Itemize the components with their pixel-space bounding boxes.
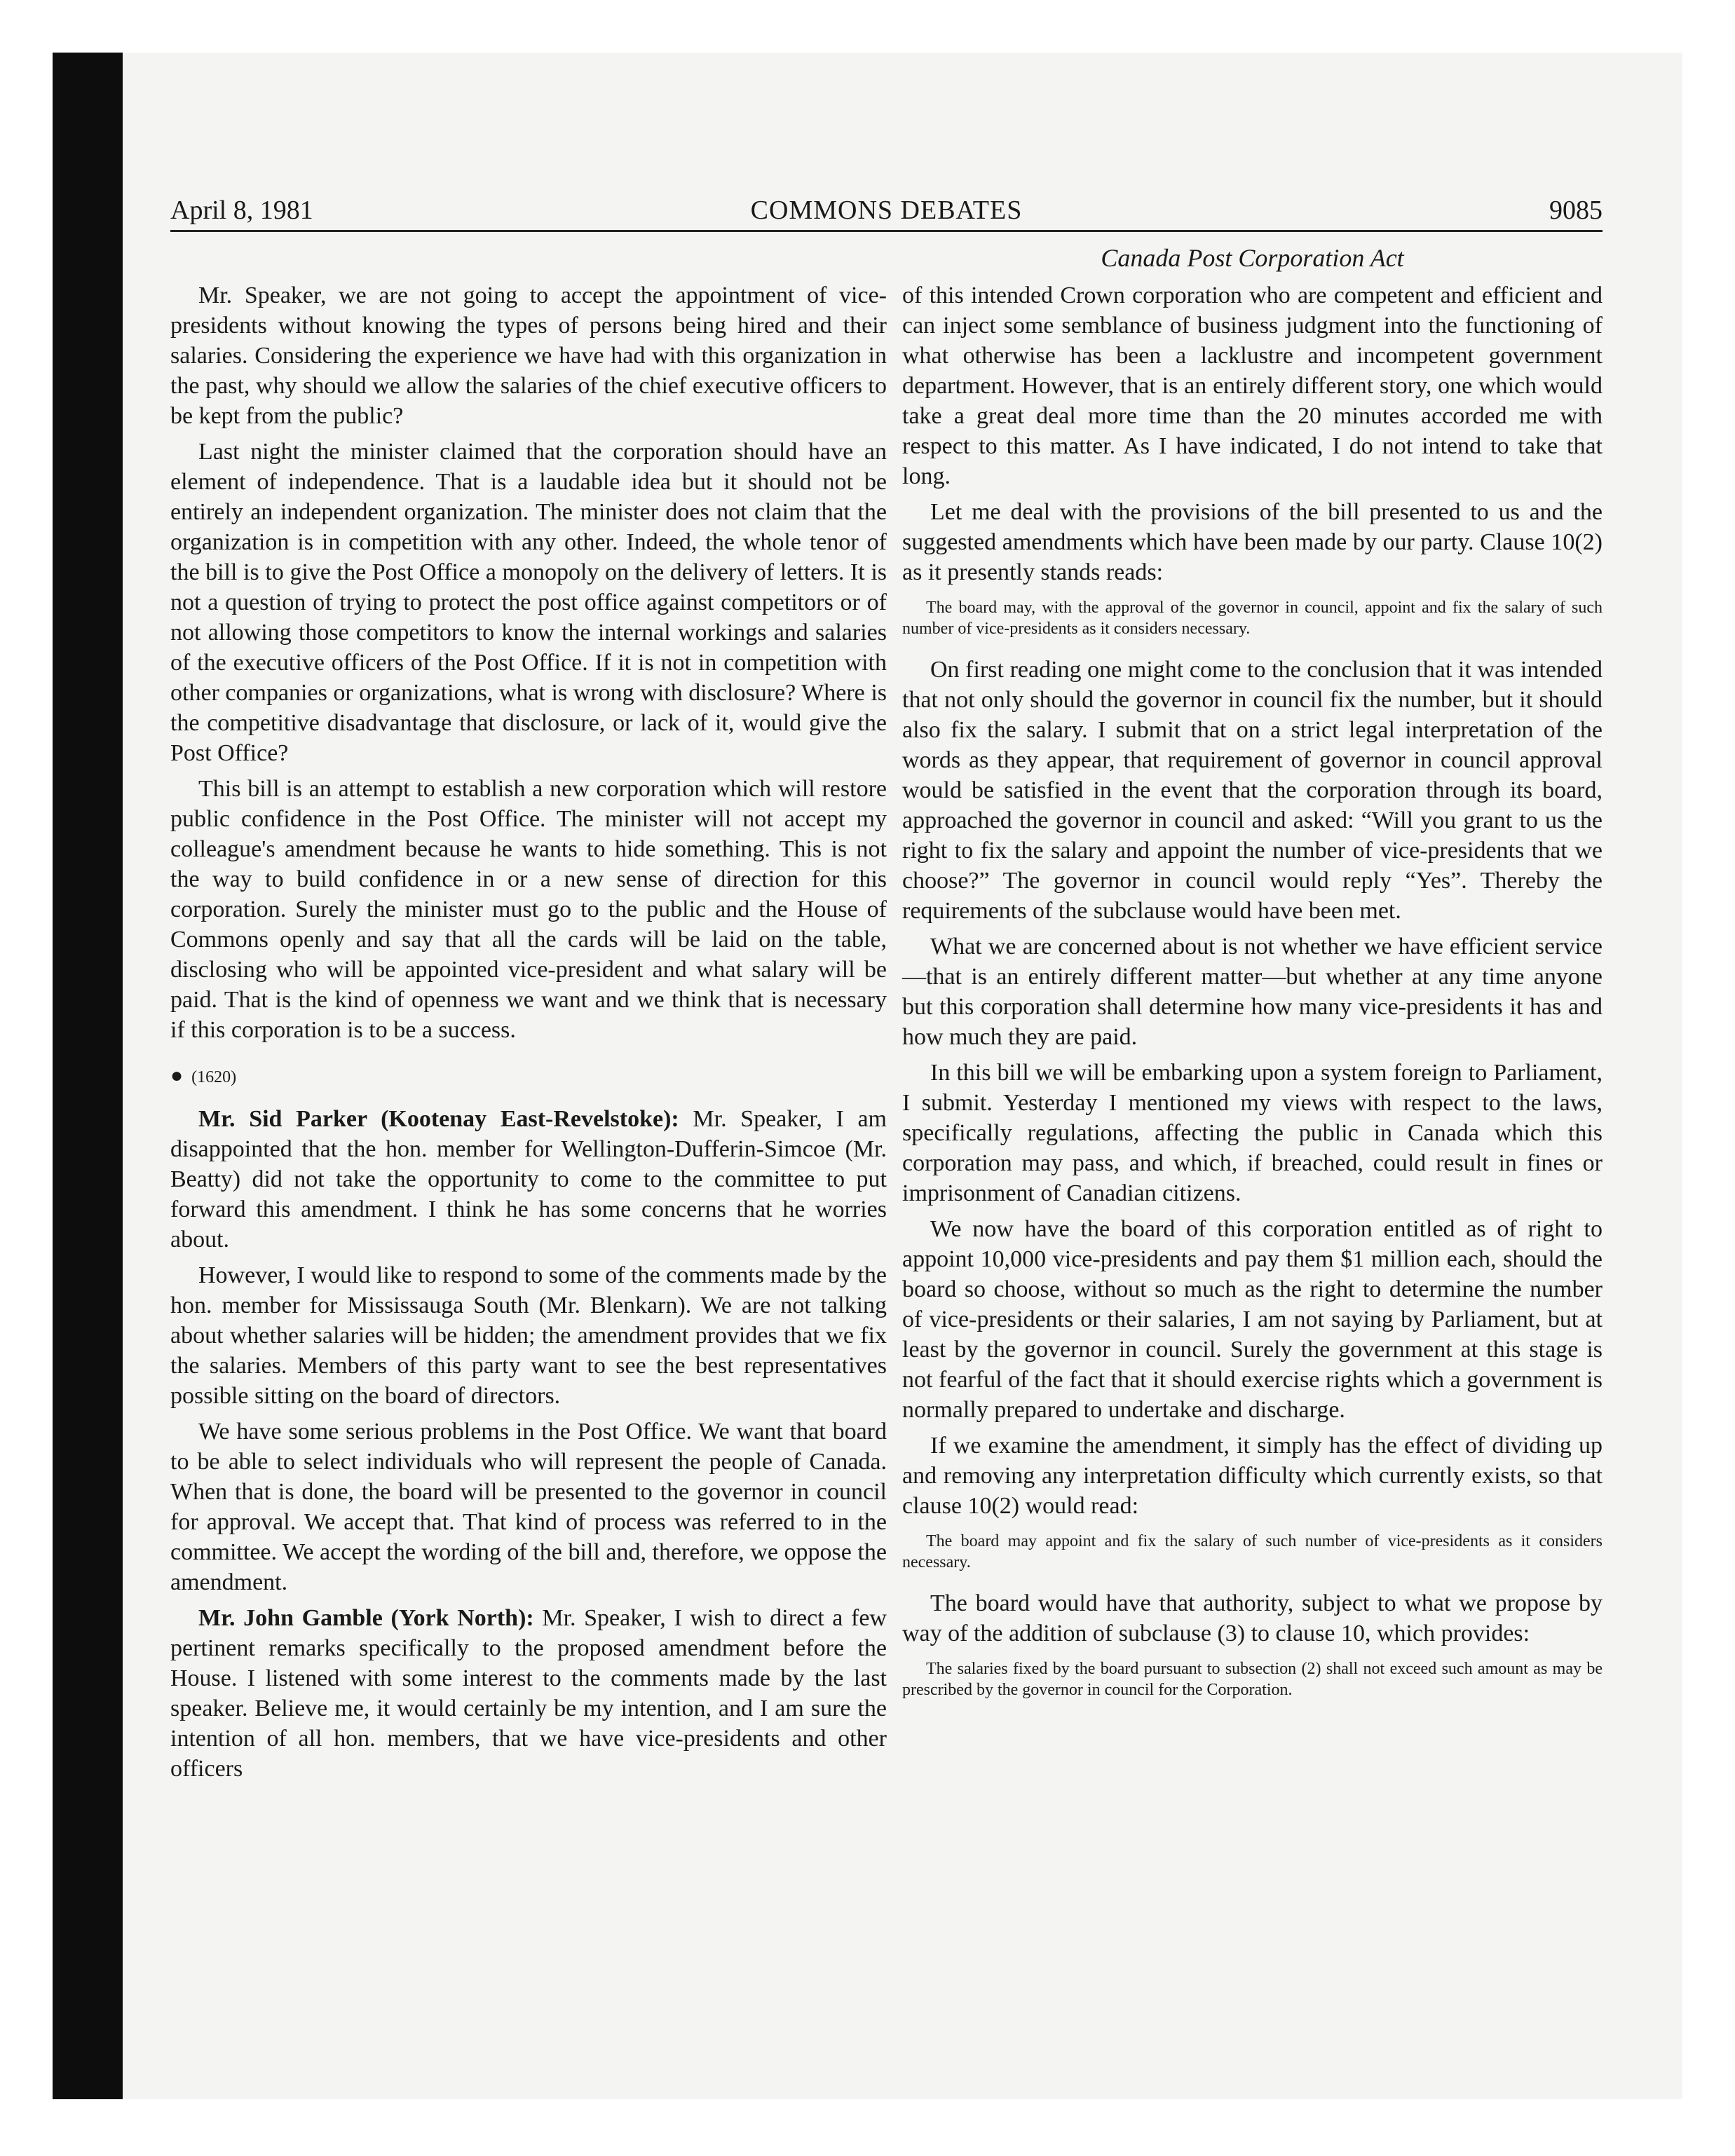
header-title: COMMONS DEBATES [750, 196, 1023, 225]
paragraph: Last night the minister claimed that the corporation should have an element of independence. That is a laudable idea but it should not be entirely an independent organization. The minister does not claim that the organization is in competition with any other. Indeed, the whole tenor of the bill is to give the Post Office a monopoly on the delivery of letters. It is not a question of trying to protect the post office against competitors or of not allowing those competitors to know the internal workings and salaries of the executive officers of the Post Office. If it is not in competition with other companies or organizations, what is wrong with disclosure? Where is the competitive disadvantage that disclosure, or lack of it, would give the Post Office? [170, 439, 887, 766]
paragraph: Mr. Speaker, we are not going to accept the appointment of vice-presidents without knowing the types of persons being hired and their salaries. Considering the experience we have had with this organization in the past, why should we allow the salaries of the chief executive officers to be kept from the public? [170, 282, 887, 429]
header-date: April 8, 1981 [170, 196, 313, 225]
speaker-name: Mr. Sid Parker (Kootenay East-Revelstoke): [198, 1106, 679, 1132]
speech-text: Mr. Speaker, I wish to direct a few pertinent remarks specifically to the proposed amendment before the House. I listened with some interest to the comments made by the last speaker. Believe me, it would certainly be my intention, and I am sure the intention of all hon. members, that we have vice-presidents and other officers [170, 1605, 887, 1782]
binding-shadow [53, 53, 123, 2099]
paragraph: What we are concerned about is not whether we have efficient service—that is an entirely different matter—but whether at any time anyone but this corporation shall determine how many vice-presidents it has and how much they are paid. [902, 934, 1603, 1050]
block-quote: The board may appoint and fix the salary of such number of vice-presidents as it considers necessary. [902, 1532, 1603, 1571]
paragraph: of this intended Crown corporation who are competent and efficient and can inject some semblance of business judgment into the functioning of what otherwise has been a lacklustre and incompetent government department. However, that is an entirely different story, one which would take a great deal more time than the 20 minutes accorded me with respect to this matter. As I have indicated, I do not intend to take that long. [902, 282, 1603, 489]
paragraph: If we examine the amendment, it simply has the effect of dividing up and removing any interpretation difficulty which currently exists, so that clause 10(2) would read: [902, 1433, 1603, 1519]
speech-text: Mr. Speaker, I am disappointed that the hon. member for Wellington-Dufferin-Simcoe (Mr. Beatty) did not take the opportunity to come to the committee to put forward this amendment. I think he has some concerns that he worries about. [170, 1106, 887, 1253]
left-column [170, 280, 887, 1789]
block-quote: The salaries fixed by the board pursuant to subsection (2) shall not exceed such amount as may be prescribed by the governor in council for the Corporation. [902, 1660, 1603, 1699]
paragraph: Let me deal with the provisions of the bill presented to us and the suggested amendments which have been made by our party. Clause 10(2) as it presently stands reads: [902, 499, 1603, 585]
paragraph: In this bill we will be embarking upon a system foreign to Parliament, I submit. Yesterday I mentioned my views with respect to the laws, specifically regulations, affecting the public in Canada which this corporation may pass, and which, if breached, could result in fines or imprisonment of Canadian citizens. [902, 1060, 1603, 1206]
time-marker-text: (1620) [191, 1068, 237, 1086]
paragraph: We have some serious problems in the Post Office. We want that board to be able to select individuals who will represent the people of Canada. When that is done, the board will be presented to the governor in council for approval. We accept that. That kind of process was referred to in the committee. We accept the wording of the bill and, therefore, we oppose the amendment. [170, 1419, 887, 1595]
paragraph [170, 1603, 887, 1784]
paragraph: The board would have that authority, subject to what we propose by way of the addition of subclause (3) to clause 10, which provides: [902, 1590, 1603, 1646]
paragraph: However, I would like to respond to some of the comments made by the hon. member for Mississauga South (Mr. Blenkarn). We are not talking about whether salaries will be hidden; the amendment provides that we fix the salaries. Members of this party want to see the best representatives possible sitting on the board of directors. [170, 1262, 887, 1409]
paragraph [170, 1104, 887, 1255]
running-title: Canada Post Corporation Act [1101, 244, 1404, 272]
right-column [902, 280, 1603, 1716]
paragraph: This bill is an attempt to establish a new corporation which will restore public confidence in the Post Office. The minister will not accept my colleague's amendment because he wants to hide something. This is not the way to build confidence in or a new sense of direction for this corporation. Surely the minister must go to the public and the House of Commons openly and say that all the cards will be laid on the table, disclosing who will be appointed vice-president and what salary will be paid. That is the kind of openness we want and we think that is necessary if this corporation is to be a success. [170, 776, 887, 1043]
page-number: 9085 [1549, 196, 1603, 225]
paragraph: On first reading one might come to the conclusion that it was intended that not only should the governor in council fix the number, but it should also fix the salary. I submit that on a strict legal interpretation of the words as they appear, that requirement of governor in council approval would be satisfied in the event that the corporation through its board, approached the governor in council and asked: “Will you grant to us the right to fix the salary and appoint the number of vice-presidents that we choose?” The governor in council would reply “Yes”. Thereby the requirements of the subclause would have been met. [902, 657, 1603, 924]
block-quote: The board may, with the approval of the governor in council, appoint and fix the salary of such number of vice-presidents as it considers necessary. [902, 599, 1603, 638]
speaker-name: Mr. John Gamble (York North): [198, 1605, 534, 1631]
bullet-icon: ● [170, 1064, 184, 1087]
page-header [170, 191, 1603, 232]
paragraph: We now have the board of this corporation entitled as of right to appoint 10,000 vice-presidents and pay them $1 million each, should the board so choose, without so much as the right to determine the number of vice-presidents or their salaries, I am not saying by Parliament, but at least by the governor in council. Surely the government at this stage is not fearful of the fact that it should exercise rights which a government is normally prepared to undertake and discharge. [902, 1216, 1603, 1423]
time-marker [170, 1060, 887, 1093]
